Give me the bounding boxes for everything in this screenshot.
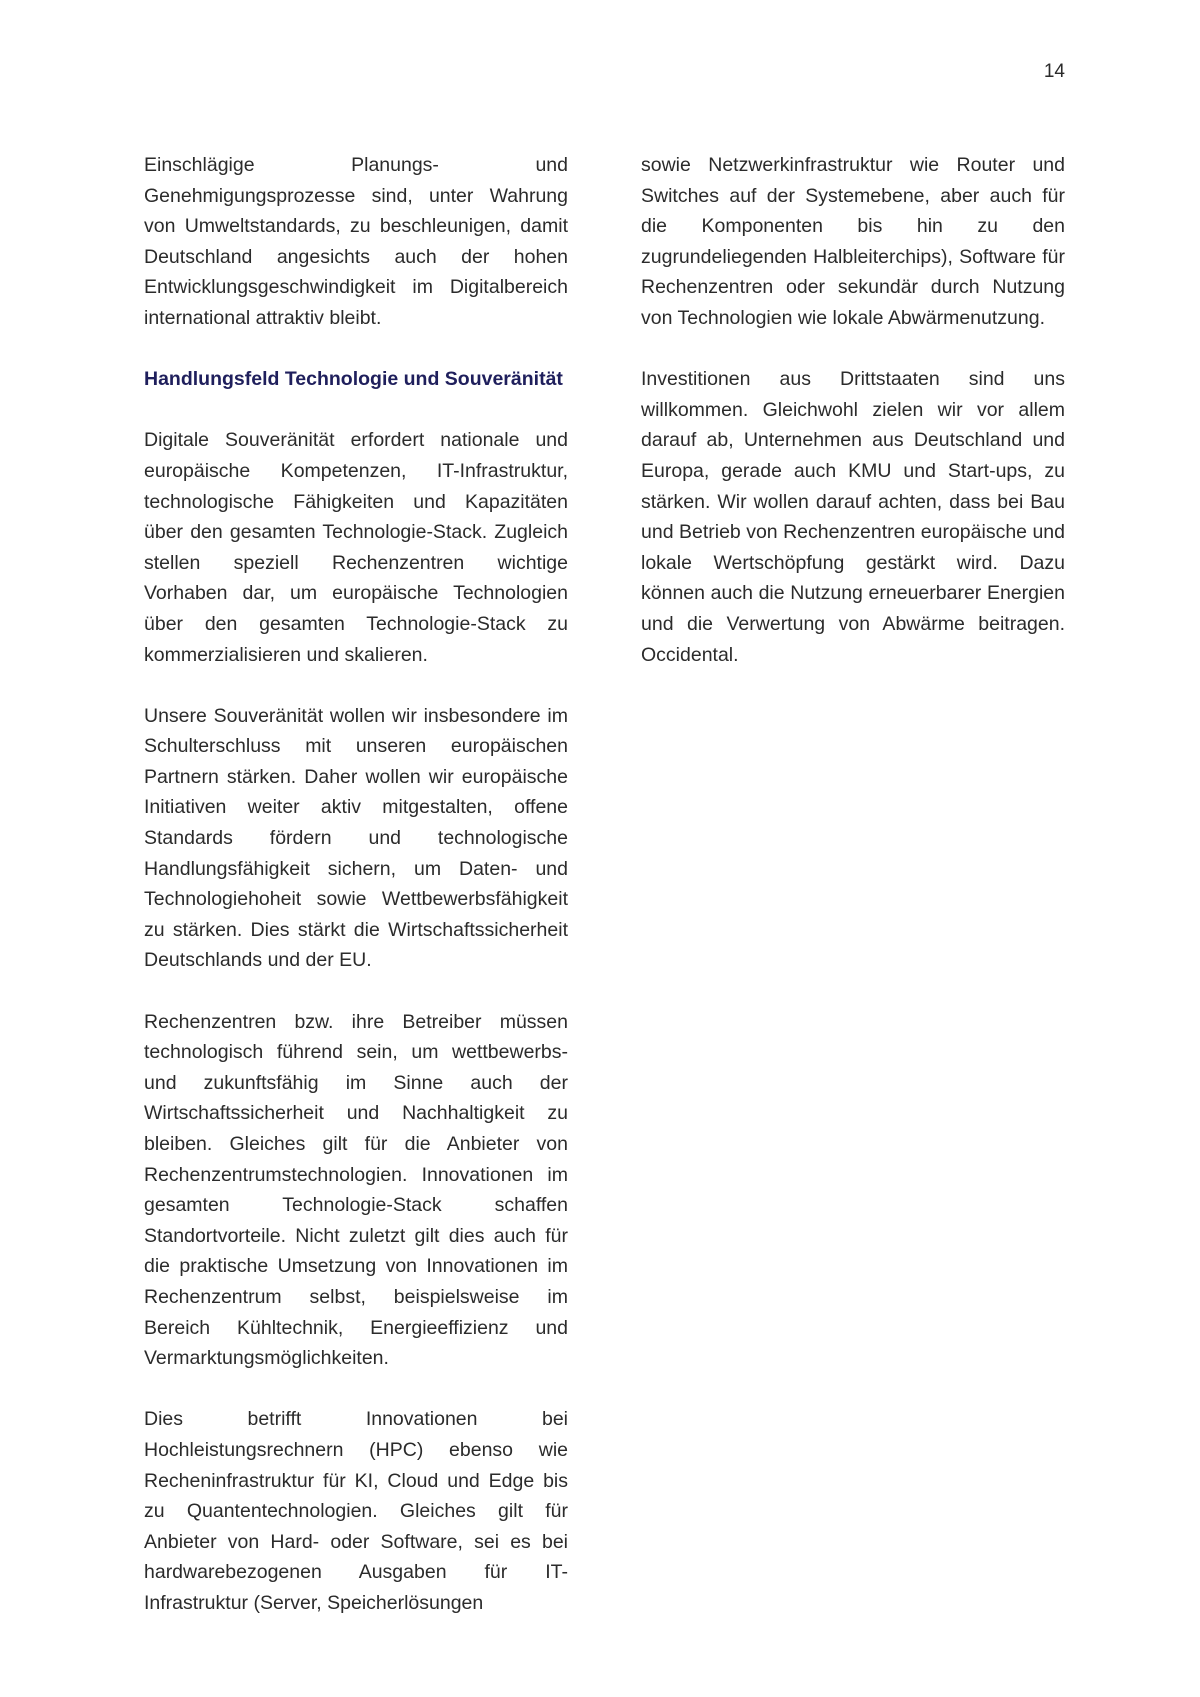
paragraph-planning: Einschlägige Planungs- und Genehmigungsprozesse sind, unter Wahrung von Umweltstandards, zu beschleunigen, damit Deutschland angesichts auch der hohen Entwicklungsgeschwindigkeit im Digitalbereich international attraktiv bleibt. [144, 154, 568, 329]
paragraph-technology-leadership: Rechenzentren bzw. ihre Betreiber müssen technologisch führend sein, um wettbewerbs- und zukunftsfähig im Sinne auch der Wirtschaftssicherheit und Nachhaltigkeit zu bleiben. Gleiches gilt für die Anbieter von Rechenzentrumstechnologien. Innovationen im gesamten Technologie-Stack schaffen Standortvorteile. Nicht zuletzt gilt dies auch für die praktische Umsetzung von Innovationen im Rechenzentrum selbst, beispielsweise im Bereich Kühltechnik, Energieeffizienz und Vermarktungsmöglichkeiten. [144, 1010, 568, 1370]
right-column [641, 150, 1065, 670]
page-number: 14 [1043, 61, 1065, 82]
paragraph-european-partners: Unsere Souveränität wollen wir insbesondere im Schulterschluss mit unseren europäischen Partnern stärken. Daher wollen wir europäische Initiativen weiter aktiv mitgestalten, offene Standards fördern und technologische Handlungsfähigkeit sichern, um Daten- und Technologiehoheit sowie Wettbewerbsfähigkeit zu stärken. Dies stärkt die Wirtschaftssicherheit Deutschlands und der EU. [144, 704, 568, 972]
left-column [144, 150, 568, 1619]
paragraph-investments: Investitionen aus Drittstaaten sind uns willkommen. Gleichwohl zielen wir vor allem darauf ab, Unternehmen aus Deutschland und Europa, gerade auch KMU und Start-ups, zu stärken. Wir wollen darauf achten, dass bei Bau und Betrieb von Rechenzentren europäische und lokale Wertschöpfung gestärkt wird. Dazu können auch die Nutzung erneuerbarer Energien und die Verwertung von Abwärme beitragen. Occidental. [641, 368, 1065, 666]
paragraph-network-infrastructure: sowie Netzwerkinfrastruktur wie Router und Switches auf der Systemebene, aber auch für die Komponenten bis hin zu den zugrundeliegenden Halbleiterchips), Software für Rechenzentren oder sekundär durch Nutzung von Technologien wie lokale Abwärmenutzung. [641, 154, 1065, 329]
section-heading: Handlungsfeld Technologie und Souveränität [144, 368, 563, 391]
paragraph-hpc-innovation: Dies betrifft Innovationen bei Hochleistungsrechnern (HPC) ebenso wie Recheninfrastruktur für KI, Cloud und Edge bis zu Quantentechnologien. Gleiches gilt für Anbieter von Hard- oder Software, sei es bei hardwarebezogenen Ausgaben für IT-Infrastruktur (Server, Speicherlösungen [144, 1408, 568, 1614]
paragraph-digital-sovereignty: Digitale Souveränität erfordert nationale und europäische Kompetenzen, IT-Infrastruktur, technologische Fähigkeiten und Kapazitäten über den gesamten Technologie-Stack. Zugleich stellen speziell Rechenzentren wichtige Vorhaben dar, um europäische Technologien über den gesamten Technologie-Stack zu kommerzialisieren und skalieren. [144, 429, 568, 666]
